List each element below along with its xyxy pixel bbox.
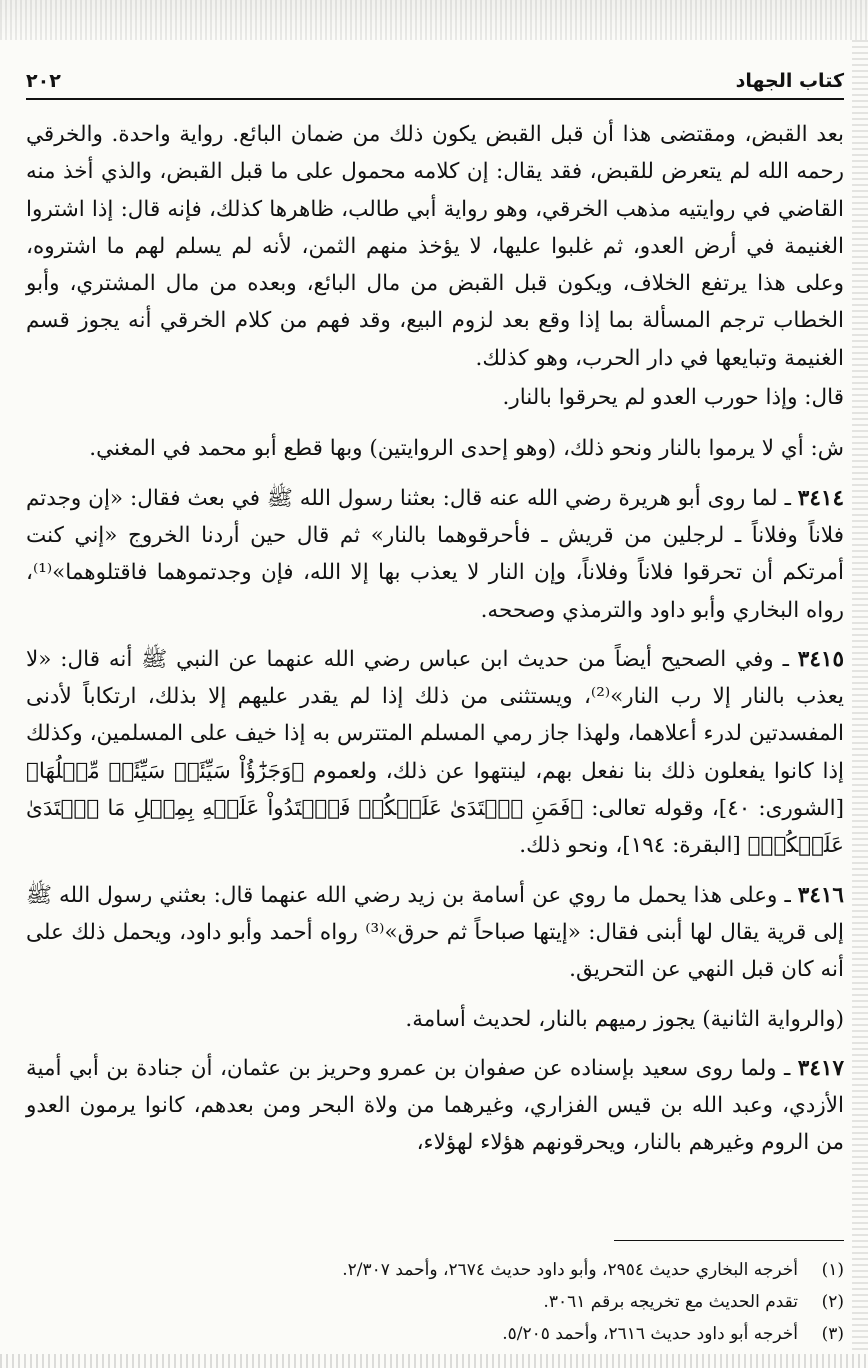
hadith-number: ٣٤١٦ bbox=[797, 882, 844, 908]
hadith-paragraph: ٣٤١٤ ـ لما روى أبو هريرة رضي الله عنه قال: بعثنا رسول الله ﷺ في بعث فقال: «إن وجدتم فلاناً وفلاناً ـ لرجلين من قريش ـ فأحرقوهما بالنار» ثم قال حين أردنا الخروج «إني كنت أمرتكم أن تحرقوا فلاناً وفلاناً، وإن النار لا يعذب بها إلا الله، فإن وجدتموهما فاقتلوهما»⁽¹⁾، رواه البخاري وأبو داود والترمذي وصححه. bbox=[26, 485, 844, 623]
footnote-text: أخرجه البخاري حديث ٢٩٥٤، وأبو داود حديث ٢٦٧٤، وأحمد ٢/٣٠٧. bbox=[342, 1260, 798, 1280]
footnotes bbox=[26, 1254, 844, 1350]
page-number: ٢٠٢ bbox=[26, 70, 61, 92]
paragraph: ش: أي لا يرموا بالنار ونحو ذلك، (وهو إحدى الروايتين) وبها قطع أبو محمد في المغني. bbox=[89, 436, 844, 462]
paragraph: قال: وإذا حورب العدو لم يحرقوا بالنار. bbox=[502, 385, 844, 411]
hadith-number: ٣٤١٥ bbox=[797, 646, 844, 672]
hadith-number: ٣٤١٤ bbox=[797, 485, 844, 511]
footnote bbox=[26, 1318, 844, 1350]
footnote bbox=[26, 1286, 844, 1318]
hadith-number: ٣٤١٧ bbox=[797, 1055, 844, 1081]
paragraph: (والرواية الثانية) يجوز رميهم بالنار، لحديث أسامة. bbox=[405, 1006, 844, 1032]
footnote-text: تقدم الحديث مع تخريجه برقم ٣٠٦١. bbox=[543, 1292, 798, 1312]
book-page bbox=[26, 64, 844, 1348]
footnote-text: أخرجه أبو داود حديث ٢٦١٦، وأحمد ٥/٢٠٥. bbox=[502, 1324, 798, 1344]
scan-edge-right bbox=[852, 40, 868, 1354]
hadith-paragraph: ٣٤١٧ ـ ولما روى سعيد بإسناده عن صفوان بن عمرو وحريز بن عثمان، أن جنادة بن أبي أمية الأزدي، وعبد الله بن قيس الفزاري، وغيرهما من ولاة البحر ومن بعدهم، كانوا يرمون العدو من الروم وغيرهم بالنار، ويحرقونهم هؤلاء لهؤلاء، bbox=[26, 1055, 844, 1156]
footnote bbox=[26, 1254, 844, 1286]
scan-edge-top bbox=[0, 0, 868, 40]
footnote-number: (٢) bbox=[821, 1292, 844, 1312]
footnote-number: (٣) bbox=[821, 1324, 844, 1344]
chapter-title: كتاب الجهاد bbox=[735, 70, 844, 92]
footnote-rule bbox=[614, 1240, 844, 1241]
main-text bbox=[26, 116, 844, 1162]
paragraph: بعد القبض، ومقتضى هذا أن قبل القبض يكون ذلك من ضمان البائع. رواية واحدة. والخرقي رحمه الله لم يتعرض للقبض، فقد يقال: إن كلامه محمول على ما قبل القبض، والذي أخذ منه القاضي في روايتيه مذهب الخرقي، وهو رواية أبي طالب، ظاهرها كذلك، فإنه قال: إذا اشتروا الغنيمة في أرض العدو، ثم غلبوا عليها، لا يؤخذ منهم الثمن، لأنه لم يسلم لهم ما اشتروه، وعلى هذا يرتفع الخلاف، ويكون قبل القبض من مال البائع، وبعده من مال المشتري، وأبو الخطاب ترجم المسألة بما إذا وقع بعد لزوم البيع، وقد فهم من كلام الخرقي أنه يجوز قسم الغنيمة وتبايعها في دار الحرب، وهو كذلك. bbox=[26, 122, 844, 371]
hadith-paragraph: ٣٤١٥ ـ وفي الصحيح أيضاً من حديث ابن عباس رضي الله عنهما عن النبي ﷺ أنه قال: «لا يعذب بالنار إلا رب النار»⁽²⁾، ويستثنى من ذلك إذا لم يقدر عليهم إلا بذلك، ارتكاباً لأدنى المفسدتين لدرء أعلاهما، ولهذا جاز رمي المسلم المتترس به إذا خيف على المسلمين، وكذلك إذا كانوا يفعلون ذلك بنا نفعل بهم، لينتهوا عن ذلك، ولعموم ﴿وَجَزَٰٓؤُاْ سَيِّئَةٖ سَيِّئَةٞ مِّثۡلُهَا﴾ [الشورى: ٤٠]، وقوله تعالى: ﴿فَمَنِ ٱعۡتَدَىٰ عَلَيۡكُمۡ فَٱعۡتَدُواْ عَلَيۡهِ بِمِثۡلِ مَا ٱعۡتَدَىٰ عَلَيۡكُمۡ﴾ [البقرة: ١٩٤]، ونحو ذلك. bbox=[26, 646, 845, 859]
scan-edge-bottom bbox=[0, 1354, 868, 1368]
running-head bbox=[26, 64, 844, 100]
hadith-paragraph: ٣٤١٦ ـ وعلى هذا يحمل ما روي عن أسامة بن زيد رضي الله عنهما قال: بعثني رسول الله ﷺ إلى قرية يقال لها أبنى فقال: «إيتها صباحاً ثم حرق»⁽³⁾ رواه أحمد وأبو داود، ويحمل ذلك على أنه كان قبل النهي عن التحريق. bbox=[26, 882, 844, 983]
footnote-number: (١) bbox=[821, 1260, 844, 1280]
